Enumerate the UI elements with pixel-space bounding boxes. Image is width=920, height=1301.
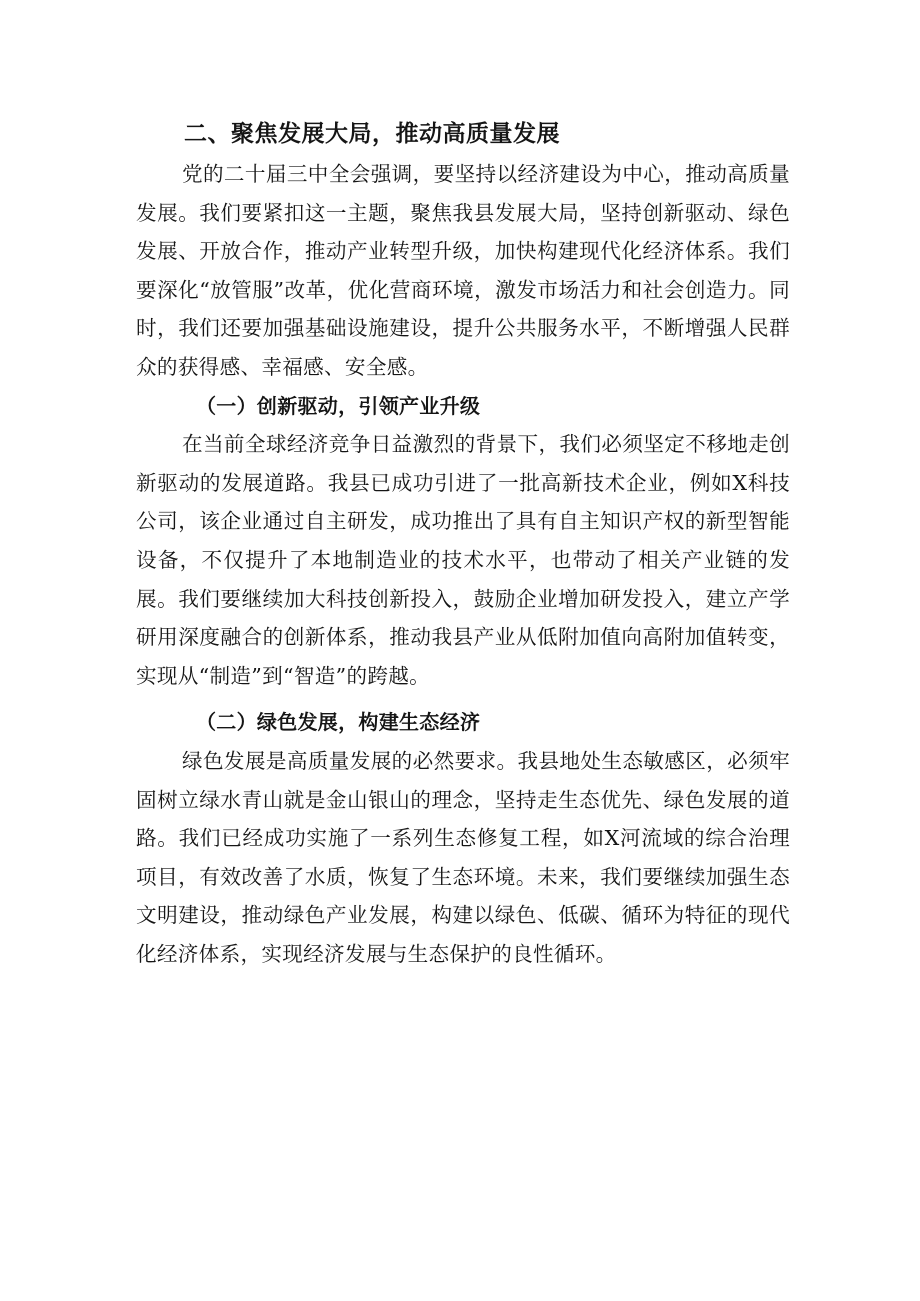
subsection-heading-green: （二）绿色发展，构建生态经济 (196, 710, 481, 735)
subsection-heading-innovation: （一）创新驱动，引领产业升级 (196, 393, 481, 418)
intro-paragraph: 党的二十届三中全会强调，要坚持以经济建设为中心，推动高质量发展。我们要紧扣这一主题，聚焦我县发展大局，坚持创新驱动、绿色发展、开放合作，推动产业转型升级，加快构建现代化经济体系。我们要深化“放管服”改革，优化营商环境，激发市场活力和社会创造力。同时，我们还要加强基础设施建设，提升公共服务水平，不断增强人民群众的获得感、幸福感、安全感。 (136, 162, 790, 379)
subsection-paragraph-green: 绿色发展是高质量发展的必然要求。我县地处生态敏感区，必须牢固树立绿水青山就是金山银山的理念，坚持走生态优先、绿色发展的道路。我们已经成功实施了一系列生态修复工程，如X河流域的综合治理项目，有效改善了水质，恢复了生态环境。未来，我们要继续加强生态文明建设，推动绿色产业发展，构建以绿色、低碳、循环为特征的现代化经济体系，实现经济发展与生态保护的良性循环。 (136, 748, 790, 966)
document-body (136, 113, 790, 973)
section-heading: 二、聚焦发展大局，推动高质量发展 (184, 121, 560, 147)
spacer (136, 695, 790, 703)
subsection-paragraph-innovation: 在当前全球经济竞争日益激烈的背景下，我们必须坚定不移地走创新驱动的发展道路。我县已成功引进了一批高新技术企业，例如X科技公司，该企业通过自主研发，成功推出了具有自主知识产权的新型智能设备，不仅提升了本地制造业的技术水平，也带动了相关产业链的发展。我们要继续加大科技创新投入，鼓励企业增加研发投入，建立产学研用深度融合的创新体系，推动我县产业从低附加值向高附加值转变，实现从“制造”到“智造”的跨越。 (136, 432, 790, 688)
